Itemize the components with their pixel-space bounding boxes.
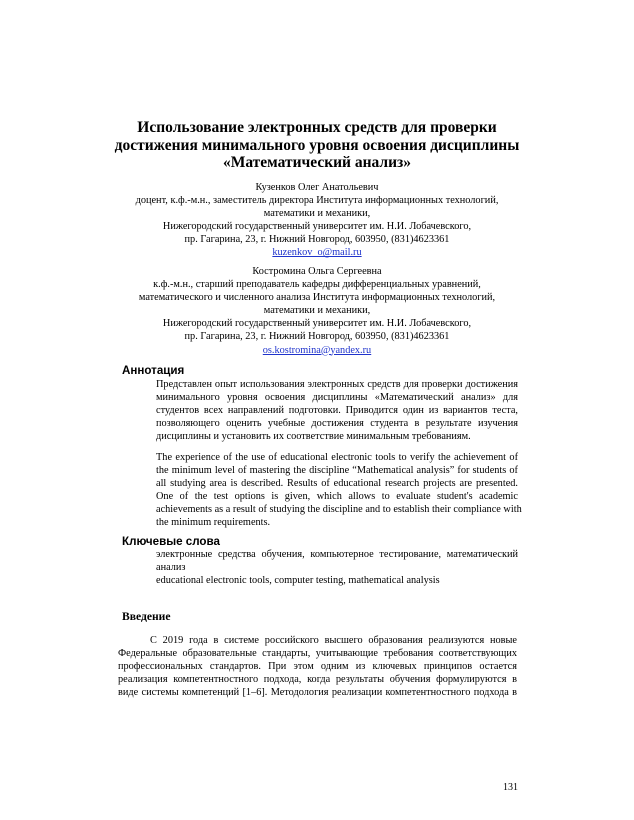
abstract-ru-line: студентов всех направлений подготовки. Приводится один из вариантов теста, — [156, 405, 518, 417]
affiliation-line: математики и механики, — [263, 305, 371, 317]
intro-heading: Введение — [122, 610, 171, 623]
abstract-ru — [156, 378, 518, 443]
affiliation-line: пр. Гагарина, 23, г. Нижний Новгород, 603950, (831)4623361 — [184, 331, 450, 343]
abstract-en-line: all studying area is described. Results of educational research projects are presented. — [156, 478, 518, 490]
intro-text — [118, 634, 517, 699]
intro-line: виде системы компетенций [1–6]. Методология реализации компетентностного подхода в — [118, 687, 517, 699]
author-email-link[interactable]: kuzenkov_o@mail.ru — [272, 247, 362, 259]
author-email-link[interactable]: os.kostromina@yandex.ru — [262, 344, 372, 356]
title-line: «Математический анализ» — [222, 154, 412, 171]
keywords-en-line: educational electronic tools, computer testing, mathematical analysis — [156, 575, 440, 587]
abstract-ru-line: минимального уровня освоения дисциплины «Математический анализ» для — [156, 392, 518, 404]
abstract-en-line: One of the test options is given, which allows to evaluate student's academic — [156, 491, 518, 503]
author-name: Кузенков Олег Анатольевич — [255, 182, 379, 193]
author-name: Костромина Ольга Сергеевна — [252, 266, 382, 277]
abstract-ru-line: позволяющего оценить учебные достижения студента в результате изучения — [156, 418, 518, 430]
keywords-heading: Ключевые слова — [122, 535, 220, 548]
keywords-ru-line: анализ — [156, 562, 186, 574]
affiliation-line: математического и численного анализа Института информационных технологий, — [138, 292, 496, 304]
abstract-en — [156, 451, 522, 530]
intro-line: профессиональных стандартов. При этом одним из ключевых принципов остается — [118, 661, 517, 673]
title-line: Использование электронных средств для проверки — [137, 119, 497, 136]
author-block-2 — [60, 265, 574, 357]
affiliation-line: к.ф.-м.н., старший преподаватель кафедры дифференциальных уравнений, — [153, 279, 481, 291]
keywords-ru-line: электронные средства обучения, компьютерное тестирование, математический — [156, 549, 518, 560]
author-block-1 — [60, 181, 574, 260]
abstract-heading: Аннотация — [122, 364, 185, 377]
intro-line: Федеральные образовательные стандарты, учитывающие требования соответствующих — [118, 648, 517, 660]
intro-line: реализация компетентностного подхода, когда результаты обучения формулируются в — [118, 674, 517, 686]
affiliation-line: Нижегородский государственный университет им. Н.И. Лобачевского, — [162, 318, 472, 330]
abstract-en-line: The experience of the use of educational electronic tools to verify the achievement of — [156, 452, 518, 463]
abstract-en-line: achievements as a result of studying the discipline and to establish their compliance with — [156, 504, 522, 516]
affiliation-line: пр. Гагарина, 23, г. Нижний Новгород, 603950, (831)4623361 — [184, 234, 450, 246]
page-number: 131 — [503, 782, 518, 793]
abstract-en-line: the minimum level of mastering the discipline “Mathematical analysis” for students of — [156, 465, 518, 477]
abstract-en-line: the minimum requirements. — [156, 517, 271, 529]
keywords-text — [156, 548, 518, 587]
affiliation-line: Нижегородский государственный университет им. Н.И. Лобачевского, — [162, 221, 472, 233]
abstract-ru-line: дисциплины и установить их соответствие минимальным требованиям. — [156, 431, 471, 443]
affiliation-line: математики и механики, — [263, 208, 371, 220]
abstract-ru-line: Представлен опыт использования электронных средств для проверки достижения — [156, 379, 518, 390]
intro-line: С 2019 года в системе российского высшего образования реализуются новые — [150, 635, 517, 646]
paper-title — [100, 119, 534, 172]
affiliation-line: доцент, к.ф.-м.н., заместитель директора Института информационных технологий, — [135, 195, 499, 207]
title-line: достижения минимального уровня освоения дисциплины — [114, 136, 520, 154]
